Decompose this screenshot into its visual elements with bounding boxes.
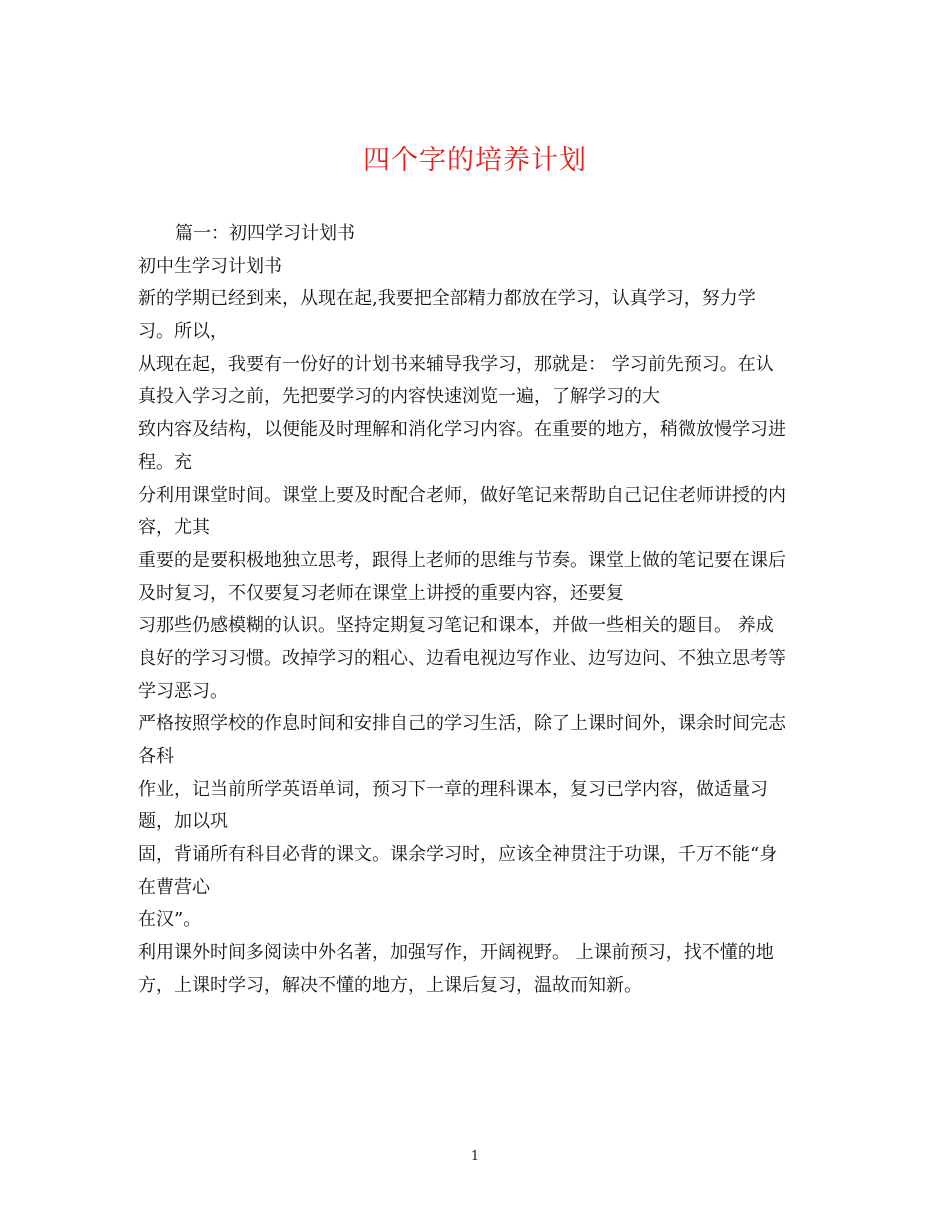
body-line: 各科 — [138, 746, 174, 767]
body-line: 作业，记当前所学英语单词，预习下一章的理科课本，复习已学内容，做适量习 — [138, 778, 768, 800]
body-line: 真投入学习之前，先把要学习的内容快速浏览一遍，了解学习的大 — [138, 386, 660, 408]
document-title: 四个字的培养计划 — [363, 145, 587, 176]
body-line: 程。充 — [138, 451, 192, 473]
body-line: 习。所以， — [138, 321, 228, 343]
body-line: 分利用课堂时间。课堂上要及时配合老师，做好笔记来帮助自己记住老师讲授的内 — [138, 484, 786, 506]
body-line: 良好的学习习惯。改掉学习的粗心、边看电视边写作业、边写边问、不独立思考等 — [138, 647, 786, 669]
body-line: 在曹营心 — [138, 876, 210, 898]
subtitle-line: 初中生学习计划书 — [138, 255, 282, 277]
section-heading: 篇一：初四学习计划书 — [175, 223, 355, 244]
body-line: 新的学期已经到来，从现在起,我要把全部精力都放在学习，认真学习，努力学 — [138, 288, 756, 310]
body-line: 利用课外时间多阅读中外名著，加强写作，开阔视野。 上课前预习，找不懂的地 — [138, 942, 774, 964]
document-body — [138, 218, 814, 1003]
body-line: 从现在起，我要有一份好的计划书来辅导我学习，那就是： 学习前先预习。在认 — [138, 353, 774, 375]
body-line: 致内容及结构，以便能及时理解和消化学习内容。在重要的地方，稍微放慢学习进 — [138, 419, 786, 441]
body-line: 方，上课时学习，解决不懂的地方，上课后复习，温故而知新。 — [138, 974, 642, 996]
body-line: 固，背诵所有科目必背的课文。课余学习时，应该全神贯注于功课，千万不能“身 — [138, 844, 778, 866]
body-line: 在汉”。 — [138, 909, 202, 931]
body-line: 严格按照学校的作息时间和安排自己的学习生活，除了上课时间外，课余时间完志 — [138, 713, 786, 735]
page-number: 1 — [470, 1149, 480, 1164]
body-line: 及时复习，不仅要复习老师在课堂上讲授的重要内容，还要复 — [138, 582, 624, 604]
body-line: 学习恶习。 — [138, 680, 228, 702]
body-line: 习那些仍感模糊的认识。坚持定期复习笔记和课本，并做一些相关的题目。 养成 — [138, 615, 774, 637]
body-line: 容，尤其 — [138, 517, 210, 539]
body-line: 重要的是要积极地独立思考，跟得上老师的思维与节奏。课堂上做的笔记要在课后 — [138, 549, 786, 571]
body-line: 题，加以巩 — [138, 811, 228, 833]
